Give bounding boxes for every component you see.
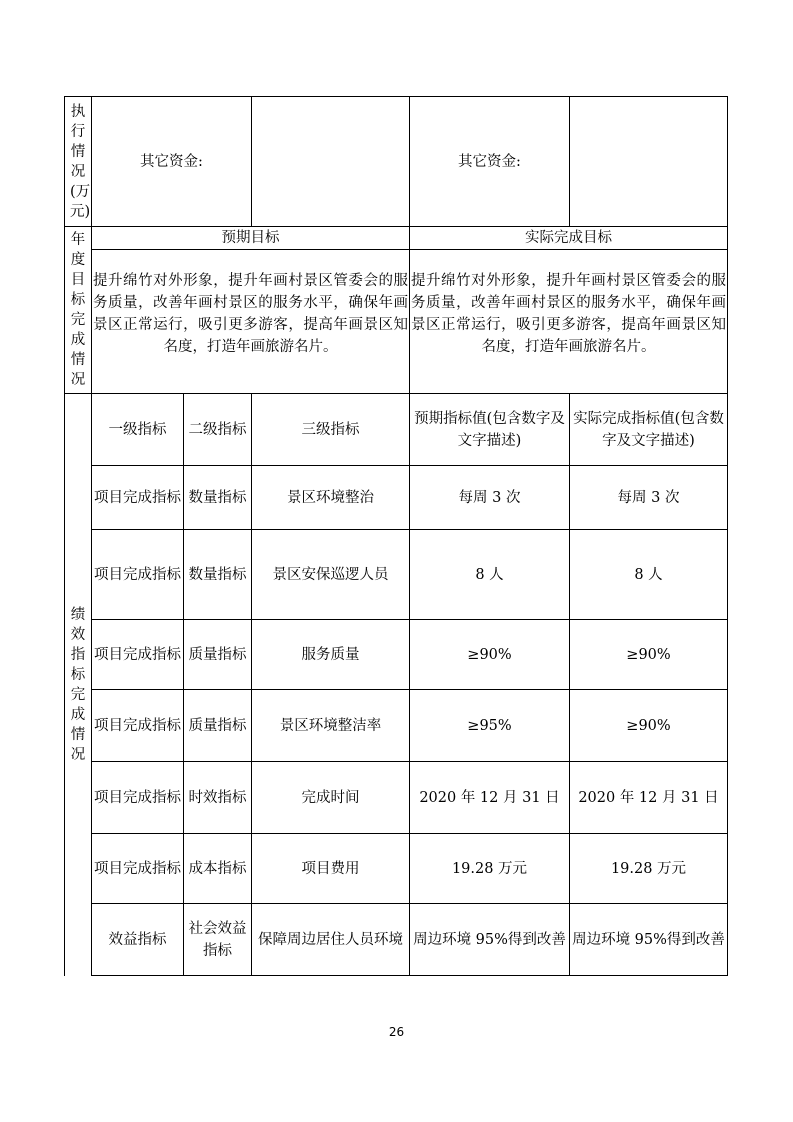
table-row	[65, 530, 728, 620]
performance-label: 绩效指标完成情况	[70, 606, 86, 763]
row-actual: 2020 年 12 月 31 日	[570, 762, 728, 834]
actual-goal-header: 实际完成目标	[410, 227, 728, 250]
row-expected: ≥95%	[410, 690, 570, 762]
other-funds-value-1	[252, 97, 410, 227]
header-level1: 一级指标	[92, 394, 184, 466]
row-level2: 社会效益指标	[184, 904, 252, 976]
row-actual: 19.28 万元	[570, 834, 728, 904]
header-level2: 二级指标	[184, 394, 252, 466]
row-actual: 8 人	[570, 530, 728, 620]
row-level2: 数量指标	[184, 530, 252, 620]
row-level3: 服务质量	[252, 620, 410, 690]
row-level1: 效益指标	[92, 904, 184, 976]
table-row	[65, 620, 728, 690]
table-row	[65, 466, 728, 530]
performance-label-cell	[65, 394, 92, 976]
row-actual: ≥90%	[570, 690, 728, 762]
row-level2: 成本指标	[184, 834, 252, 904]
annual-goal-label-cell	[65, 227, 92, 394]
table-row	[65, 834, 728, 904]
actual-goal-cell	[410, 250, 728, 394]
table-row	[65, 904, 728, 976]
table-row	[65, 690, 728, 762]
row-level3: 景区环境整洁率	[252, 690, 410, 762]
row-level3: 完成时间	[252, 762, 410, 834]
row-expected: 8 人	[410, 530, 570, 620]
annual-goal-label: 年度目标完成情况	[70, 232, 86, 388]
row-expected: 周边环境 95%得到改善	[410, 904, 570, 976]
row-actual: 周边环境 95%得到改善	[570, 904, 728, 976]
expected-goal-text: 提升绵竹对外形象，提升年画村景区管委会的服务质量，改善年画村景区的服务水平，确保年画景区正常运行，吸引更多游客，提高年画景区知名度，打造年画旅游名片。	[93, 273, 408, 355]
row-level2: 质量指标	[184, 690, 252, 762]
row-level3: 景区安保巡逻人员	[252, 530, 410, 620]
header-actual: 实际完成指标值(包含数字及文字描述)	[570, 394, 728, 466]
row-level3: 保障周边居住人员环境	[252, 904, 410, 976]
row-level1: 项目完成指标	[92, 620, 184, 690]
table-row	[65, 762, 728, 834]
row-expected: ≥90%	[410, 620, 570, 690]
performance-evaluation-table	[64, 96, 728, 976]
expected-goal-header: 预期目标	[92, 227, 410, 250]
row-level1: 项目完成指标	[92, 690, 184, 762]
other-funds-value-2	[570, 97, 728, 227]
row-level1: 项目完成指标	[92, 530, 184, 620]
row-level3: 景区环境整治	[252, 466, 410, 530]
actual-goal-text: 提升绵竹对外形象，提升年画村景区管委会的服务质量，改善年画村景区的服务水平，确保年画景区正常运行，吸引更多游客，提高年画景区知名度，打造年画旅游名片。	[411, 273, 726, 355]
row-actual: ≥90%	[570, 620, 728, 690]
expected-goal-cell	[92, 250, 410, 394]
row-actual: 每周 3 次	[570, 466, 728, 530]
row-level1: 项目完成指标	[92, 834, 184, 904]
header-level3: 三级指标	[252, 394, 410, 466]
row-level3: 项目费用	[252, 834, 410, 904]
other-funds-label-1: 其它资金:	[92, 97, 252, 227]
row-expected: 每周 3 次	[410, 466, 570, 530]
execution-label: 执行情况(万元)	[70, 103, 91, 220]
row-level2: 时效指标	[184, 762, 252, 834]
row-expected: 2020 年 12 月 31 日	[410, 762, 570, 834]
row-level1: 项目完成指标	[92, 466, 184, 530]
row-level2: 质量指标	[184, 620, 252, 690]
row-level1: 项目完成指标	[92, 762, 184, 834]
row-level2: 数量指标	[184, 466, 252, 530]
header-expected: 预期指标值(包含数字及文字描述)	[410, 394, 570, 466]
execution-label-cell	[65, 97, 92, 227]
other-funds-label-2: 其它资金:	[410, 97, 570, 227]
page-number: 26	[388, 1025, 405, 1039]
row-expected: 19.28 万元	[410, 834, 570, 904]
